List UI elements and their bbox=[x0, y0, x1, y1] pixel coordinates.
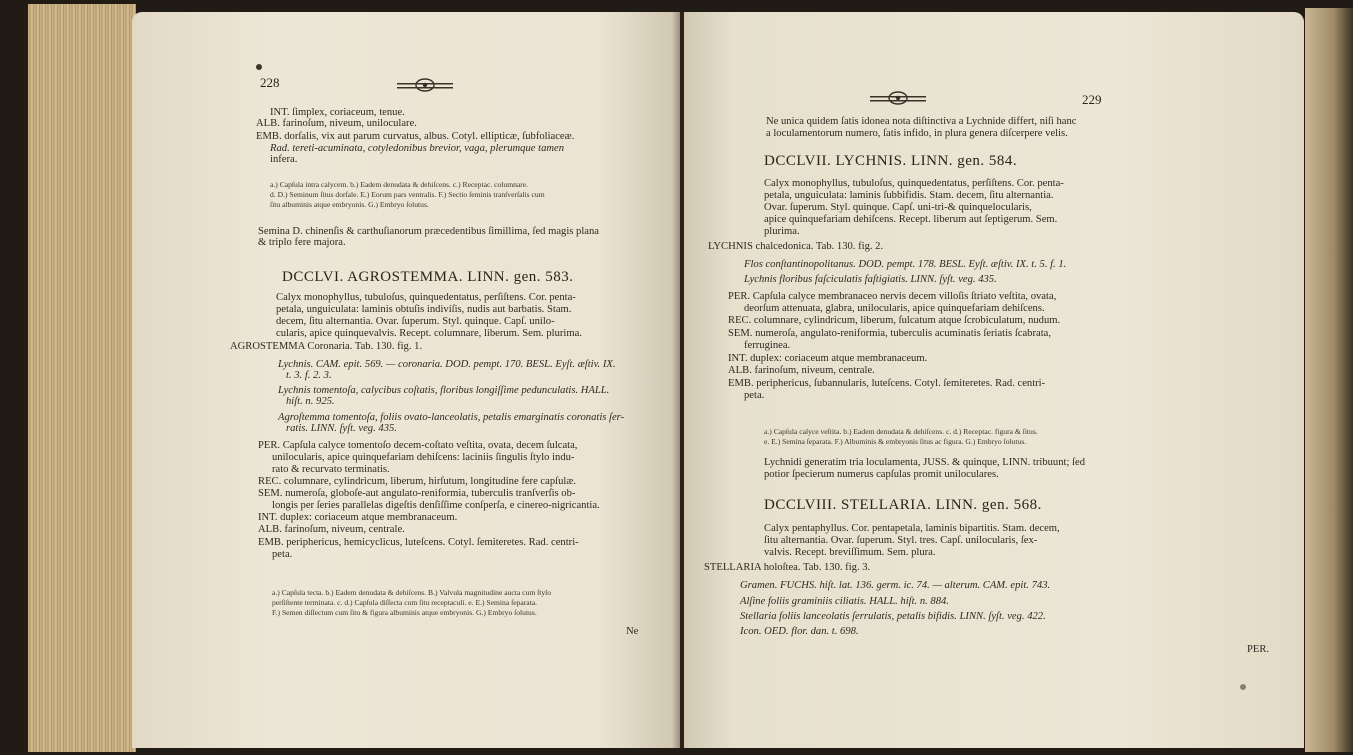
text-line: infera. bbox=[270, 154, 298, 165]
synonym-line: hiſt. n. 925. bbox=[286, 396, 335, 407]
description-line: peta. bbox=[272, 549, 293, 560]
description-line: INT. duplex: coriaceum atque membranaceum. bbox=[728, 353, 928, 364]
description-line: SEM. numeroſa, angulato-reniformia, tuberculis acuminatis ſeriatis ſcabrata, bbox=[728, 328, 1052, 339]
catchword: Ne bbox=[626, 626, 639, 637]
figure-note: a.) Capſula calyce veſtita. b.) Eadem denudata & dehiſcens. c. d.) Receptac. figura & ſitus. bbox=[764, 427, 1038, 436]
description-line: REC. columnare, cylindricum, liberum, ſulcatum atque ſcrobiculatum, nudum. bbox=[728, 315, 1061, 326]
genus-description: decem, ſitu alternantia. Ovar. ſuperum. Styl. quinque. Capſ. unilo- bbox=[276, 316, 555, 327]
synonym-line: Alſine foliis graminiis ciliatis. HALL. hiſt. n. 884. bbox=[740, 596, 949, 607]
description-line: EMB. periphericus, hemicyclicus, luteſcens. Cotyl. ſemiteretes. Rad. centri- bbox=[258, 537, 579, 548]
text-line: a loculamentorum numero, ſatis infido, in plura genera diſcerpere velis. bbox=[766, 128, 1068, 139]
genus-description: Calyx monophyllus, tubuloſus, quinquedentatus, perſiſtens. Cor. penta- bbox=[276, 292, 576, 303]
description-line: unilocularis, apice quinquefariam dehiſcens: laciniis ſingulis ſtylo indu- bbox=[272, 452, 575, 463]
description-line: INT. duplex: coriaceum atque membranaceum. bbox=[258, 512, 458, 523]
text-line: Lychnidi generatim tria loculamenta, JUSS. & quinque, LINN. tribuunt; ſed bbox=[764, 457, 1085, 468]
figure-note: F.) Semen diſſectum cum ſitu & figura albuminis atque embryonis. G.) Embryo ſolutus. bbox=[272, 608, 537, 617]
genus-heading: DCCLVI. AGROSTEMMA. LINN. gen. 583. bbox=[282, 269, 574, 285]
genus-description: Calyx monophyllus, tubuloſus, quinquedentatus, perſiſtens. Cor. penta- bbox=[764, 178, 1064, 189]
description-line: peta. bbox=[744, 390, 765, 401]
text-line: potior ſpecierum numerus capſulas promit uniloculares. bbox=[764, 469, 999, 480]
text-line: & triplo fere majora. bbox=[258, 237, 346, 248]
description-line: EMB. periphericus, ſubannularis, luteſcens. Cotyl. ſemiteretes. Rad. centri- bbox=[728, 378, 1046, 389]
genus-heading: DCCLVIII. STELLARIA. LINN. gen. 568. bbox=[764, 497, 1042, 513]
text-line: Semina D. chinenſis & carthuſianorum præcedentibus ſimillima, ſed magis plana bbox=[258, 226, 599, 237]
synonym-line: Stellaria foliis lanceolatis ſerrulatis, petalis bifidis. LINN. ſyſt. veg. 422. bbox=[740, 611, 1046, 622]
synonym-line: Flos conſtantinopolitanus. DOD. pempt. 178. BESL. Eyſt. æſtiv. IX. t. 5. f. 1. bbox=[744, 259, 1067, 270]
description-line: ALB. farinoſum, niveum, centrale. bbox=[258, 524, 405, 535]
genus-description: petala, unguiculata: laminis ſubbifidis. Stam. decem, ſitu alternantia. bbox=[764, 190, 1054, 201]
description-line: SEM. numeroſa, globoſe-aut angulato-reniformia, tuberculis tranſverſis ob- bbox=[258, 488, 576, 499]
right-page bbox=[684, 12, 1304, 748]
genus-description: petala, unguiculata: laminis obtuſis indiviſis, nudis aut barbatis. Stam. bbox=[276, 304, 572, 315]
description-line: PER. Capſula calyce tomentoſo decem-coſtato veſtita, ovata, decem ſulcata, bbox=[258, 440, 578, 451]
synonym-line: t. 3. f. 2. 3. bbox=[286, 370, 332, 381]
text-line: Ne unica quidem ſatis idonea nota diſtinctiva a Lychnide differt, niſi hanc bbox=[766, 116, 1077, 127]
synonym-line: Agroſtemma tomentoſa, foliis ovato-lanceolatis, petalis emarginatis coronatis ſer- bbox=[278, 412, 625, 423]
text-line: INT. ſimplex, coriaceum, tenue. bbox=[270, 107, 405, 118]
catchword: PER. bbox=[1247, 644, 1270, 655]
figure-note: a.) Capſula tecta. b.) Eadem denudata & dehiſcens. B.) Valvula magnitudine aucta cum ſtylo bbox=[272, 588, 552, 597]
synonym-line: Lychnis. CAM. epit. 569. — coronaria. DOD. pempt. 170. BESL. Eyſt. æſtiv. IX. bbox=[278, 359, 616, 370]
text-line: Rad. tereti-acuminata, cotyledonibus brevior, vaga, plerumque tamen bbox=[270, 143, 565, 154]
genus-heading: DCCLVII. LYCHNIS. LINN. gen. 584. bbox=[764, 153, 1018, 169]
figure-note: perſiſtente terminata. c. d.) Capſula diſſecta cum ſitu receptaculi. e. E.) Semina ſeparata. bbox=[272, 598, 538, 607]
right-page-edges bbox=[1305, 8, 1353, 752]
description-line: ferruginea. bbox=[744, 340, 791, 351]
page-number-left: 228 bbox=[260, 75, 280, 90]
description-line: ALB. farinoſum, niveum, centrale. bbox=[728, 365, 875, 376]
genus-description: plurima. bbox=[764, 226, 800, 237]
description-line: REC. columnare, cylindricum, liberum, hirſutum, longitudine fere capſulæ. bbox=[258, 476, 577, 487]
figure-note: d. D.) Seminum ſitus dorſale. E.) Eorum pars ventralis. F.) Sectio ſeminis tranſverſalis cum bbox=[270, 190, 545, 199]
binding-hole-dot bbox=[1240, 684, 1246, 690]
synonym-line: Icon. OED. flor. dan. t. 698. bbox=[740, 626, 859, 637]
synonym-line: Gramen. FUCHS. hiſt. lat. 136. germ. ic. 74. — alterum. CAM. epit. 743. bbox=[740, 580, 1051, 591]
species-name: AGROSTEMMA Coronaria. Tab. 130. fig. 1. bbox=[230, 341, 423, 352]
description-line: longis per ſeries parallelas digeſtis denſiſſime conſperſa, e cinereo-nigricantia. bbox=[272, 500, 600, 511]
figure-note: e. E.) Semina ſeparata. F.) Albuminis & embryonis ſitus ac figura. G.) Embryo ſolutus. bbox=[764, 437, 1027, 446]
genus-description: Calyx pentaphyllus. Cor. pentapetala, laminis bipartitis. Stam. decem, bbox=[764, 523, 1060, 534]
left-page-edges bbox=[28, 4, 136, 752]
genus-description: ſitu alternantia. Ovar. ſuperum. Styl. tres. Capſ. unilocularis, ſex- bbox=[764, 535, 1038, 546]
genus-description: apice quinquefariam dehiſcens. Recept. liberum aut ſeptigerum. Sem. bbox=[764, 214, 1058, 225]
genus-description: Ovar. ſuperum. Styl. quinque. Capſ. uni-tri-& quinquelocularis, bbox=[764, 202, 1032, 213]
genus-description: valvis. Recept. breviſſimum. Sem. plura. bbox=[764, 547, 936, 558]
synonym-line: ratis. LINN. ſyſt. veg. 435. bbox=[286, 423, 397, 434]
page-number-right: 229 bbox=[1082, 92, 1102, 107]
synonym-line: Lychnis floribus faſciculatis faſtigiatis. LINN. ſyſt. veg. 435. bbox=[744, 274, 997, 285]
figure-note: ſitu albuminis atque embryonis. G.) Embryo ſolutus. bbox=[270, 200, 429, 209]
species-name: STELLARIA holoſtea. Tab. 130. fig. 3. bbox=[704, 562, 871, 573]
description-line: rato & recurvato terminatis. bbox=[272, 464, 390, 475]
species-name: LYCHNIS chalcedonica. Tab. 130. fig. 2. bbox=[708, 241, 884, 252]
text-line: EMB. dorſalis, vix aut parum curvatus, albus. Cotyl. ellipticæ, ſubfoliaceæ. bbox=[256, 131, 575, 142]
ornament-icon bbox=[870, 91, 926, 105]
ornament-icon bbox=[397, 78, 453, 92]
description-line: deorſum attenuata, glabra, unilocularis, apice quinquefariam dehiſcens. bbox=[744, 303, 1045, 314]
binding-hole-dot bbox=[256, 64, 262, 70]
text-line: ALB. farinoſum, niveum, uniloculare. bbox=[256, 118, 417, 129]
left-page bbox=[132, 12, 680, 748]
figure-note: a.) Capſula intra calycem. b.) Eadem denudata & dehiſcens. c.) Receptac. columnare. bbox=[270, 180, 529, 189]
genus-description: cularis, apice quinquevalvis. Recept. columnare, liberum. Sem. plurima. bbox=[276, 328, 582, 339]
description-line: PER. Capſula calyce membranaceo nervis decem villoſis ſtriato veſtita, ovata, bbox=[728, 291, 1057, 302]
synonym-line: Lychnis tomentoſa, calycibus coſtatis, floribus longiſſime pedunculatis. HALL. bbox=[278, 385, 610, 396]
